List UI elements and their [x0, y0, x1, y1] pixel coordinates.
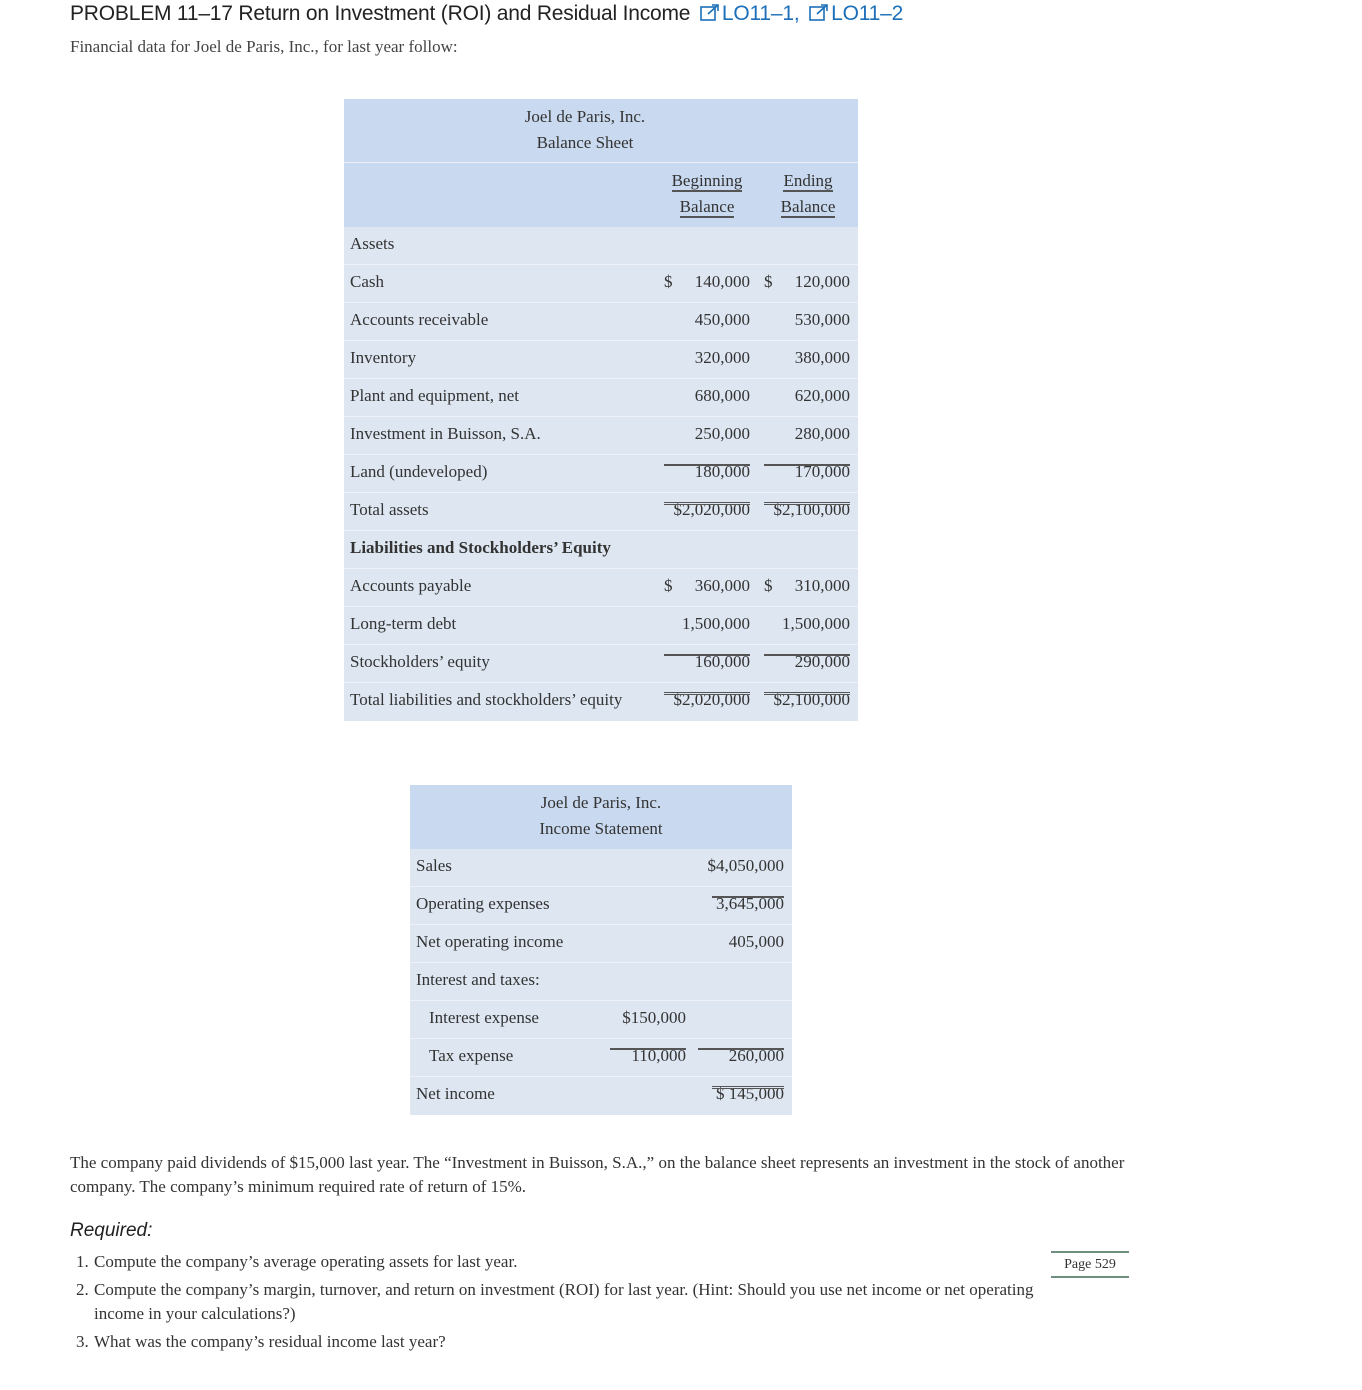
row-value: $2,020,000 — [673, 690, 750, 709]
row-label: Tax expense — [429, 1046, 514, 1065]
table-row — [344, 645, 858, 683]
row-value: 180,000 — [694, 462, 750, 481]
item-text: What was the company’s residual income last year? — [94, 1332, 446, 1351]
balance-sheet-table — [344, 99, 858, 721]
bs-title: Balance Sheet — [536, 133, 634, 152]
underline — [764, 654, 850, 656]
underline — [698, 1048, 784, 1050]
row-value: $2,100,000 — [773, 690, 850, 709]
row-value: 405,000 — [728, 932, 784, 951]
row-label: Investment in Buisson, S.A. — [350, 424, 541, 443]
underline — [664, 654, 750, 656]
row-value: 110,000 — [631, 1046, 686, 1065]
table-row — [344, 227, 858, 265]
table-row — [344, 341, 858, 379]
row-label: Cash — [350, 272, 384, 291]
row-value: 170,000 — [794, 462, 850, 481]
table-row — [410, 1039, 792, 1077]
double-underline — [712, 1086, 784, 1089]
row-label: Inventory — [350, 348, 417, 367]
table-row — [344, 379, 858, 417]
table-row — [410, 849, 792, 887]
col-ending-l2: Balance — [780, 197, 836, 216]
underline — [664, 464, 750, 466]
row-value: 530,000 — [794, 310, 850, 329]
double-underline — [664, 692, 750, 695]
required-list — [76, 1250, 1046, 1354]
row-value: 680,000 — [694, 386, 750, 405]
problem-title-text: PROBLEM 11–17 Return on Investment (ROI) and Residual Income — [70, 2, 691, 25]
list-item — [76, 1330, 1046, 1354]
item-number: 3. — [76, 1332, 89, 1351]
row-label: Accounts receivable — [350, 310, 489, 329]
table-row — [344, 455, 858, 493]
table-row — [344, 417, 858, 455]
dollar-sign: $ — [664, 576, 673, 595]
col-beginning-l2: Balance — [679, 197, 735, 216]
row-value: 120,000 — [794, 272, 850, 291]
table-row — [344, 531, 858, 569]
double-underline — [764, 692, 850, 695]
row-label: Net operating income — [416, 932, 564, 951]
table-row — [410, 963, 792, 1001]
item-text: Compute the company’s average operating assets for last year. — [94, 1252, 518, 1271]
is-title: Income Statement — [539, 819, 663, 838]
row-label: Stockholders’ equity — [350, 652, 490, 671]
row-value: $2,100,000 — [773, 500, 850, 519]
col-beginning-l1: Beginning — [671, 171, 743, 190]
underline — [712, 896, 784, 898]
bs-company: Joel de Paris, Inc. — [524, 107, 646, 126]
dollar-sign: $ — [764, 576, 773, 595]
table-row — [344, 683, 858, 721]
row-value: 250,000 — [694, 424, 750, 443]
row-value: $2,020,000 — [673, 500, 750, 519]
row-label: Total liabilities and stockholders’ equity — [350, 690, 623, 709]
table-row — [410, 1077, 792, 1115]
table-row — [344, 265, 858, 303]
item-number: 1. — [76, 1252, 89, 1271]
liabilities-heading: Liabilities and Stockholders’ Equity — [350, 538, 611, 557]
external-link-icon[interactable] — [700, 4, 720, 22]
underline — [610, 1048, 686, 1050]
table-row — [344, 569, 858, 607]
row-value: 320,000 — [694, 348, 750, 367]
col-ending-balance — [768, 168, 848, 220]
is-company: Joel de Paris, Inc. — [540, 793, 662, 812]
intro-text: Financial data for Joel de Paris, Inc., for last year follow: — [70, 37, 458, 56]
row-label: Net income — [416, 1084, 495, 1103]
required-heading: Required: — [70, 1220, 153, 1241]
row-label: Plant and equipment, net — [350, 386, 520, 405]
row-value: 620,000 — [794, 386, 850, 405]
lo-link-2[interactable]: LO11–2 — [831, 2, 904, 25]
list-item — [76, 1278, 1046, 1326]
double-underline — [664, 502, 750, 505]
assets-heading: Assets — [350, 234, 395, 253]
row-value: 360,000 — [694, 576, 750, 595]
row-label: Total assets — [350, 500, 429, 519]
row-label: Operating expenses — [416, 894, 550, 913]
balance-sheet-header — [344, 99, 858, 163]
page-number-label: Page 529 — [1051, 1251, 1129, 1278]
item-text: Compute the company’s margin, turnover, and return on investment (ROI) for last year. (Hint: Should you use net income or net operating income in your calculations?) — [94, 1280, 1034, 1323]
row-value: 450,000 — [694, 310, 750, 329]
problem-title — [70, 2, 903, 26]
underline — [764, 464, 850, 466]
table-row — [344, 607, 858, 645]
row-value: 280,000 — [794, 424, 850, 443]
row-value: 290,000 — [794, 652, 850, 671]
row-label: Long-term debt — [350, 614, 457, 633]
list-item — [76, 1250, 1046, 1274]
row-label: Accounts payable — [350, 576, 472, 595]
dividends-paragraph: The company paid dividends of $15,000 last year. The “Investment in Buisson, S.A.,” on the balance sheet represents an investment in the stock of another company. The company’s minimum required rate of return of 15%. — [70, 1153, 1125, 1196]
row-value: $150,000 — [622, 1008, 686, 1027]
row-value: 380,000 — [794, 348, 850, 367]
income-statement-table — [410, 785, 792, 1115]
double-underline — [764, 502, 850, 505]
row-value: 260,000 — [728, 1046, 784, 1065]
row-label: Interest and taxes: — [416, 970, 540, 989]
table-row — [344, 493, 858, 531]
lo-link-1[interactable]: LO11–1, — [721, 2, 800, 25]
external-link-icon[interactable] — [809, 4, 829, 22]
row-value: 310,000 — [794, 576, 850, 595]
row-label: Sales — [416, 856, 452, 875]
table-row — [410, 887, 792, 925]
bs-column-header — [344, 163, 858, 227]
income-statement-header — [410, 785, 792, 849]
dollar-sign: $ — [664, 272, 673, 291]
row-label: Land (undeveloped) — [350, 462, 488, 481]
row-value: $ 145,000 — [716, 1084, 784, 1103]
table-row — [344, 303, 858, 341]
col-ending-l1: Ending — [783, 171, 833, 190]
row-value: 160,000 — [694, 652, 750, 671]
row-value: 140,000 — [694, 272, 750, 291]
row-value: 3,645,000 — [716, 894, 784, 913]
row-label: Interest expense — [429, 1008, 539, 1027]
row-value: $4,050,000 — [707, 856, 784, 875]
dollar-sign: $ — [764, 272, 773, 291]
row-value: 1,500,000 — [682, 614, 750, 633]
col-beginning-balance — [662, 168, 752, 220]
table-row — [410, 1001, 792, 1039]
item-number: 2. — [76, 1280, 89, 1299]
row-value: 1,500,000 — [782, 614, 850, 633]
table-row — [410, 925, 792, 963]
